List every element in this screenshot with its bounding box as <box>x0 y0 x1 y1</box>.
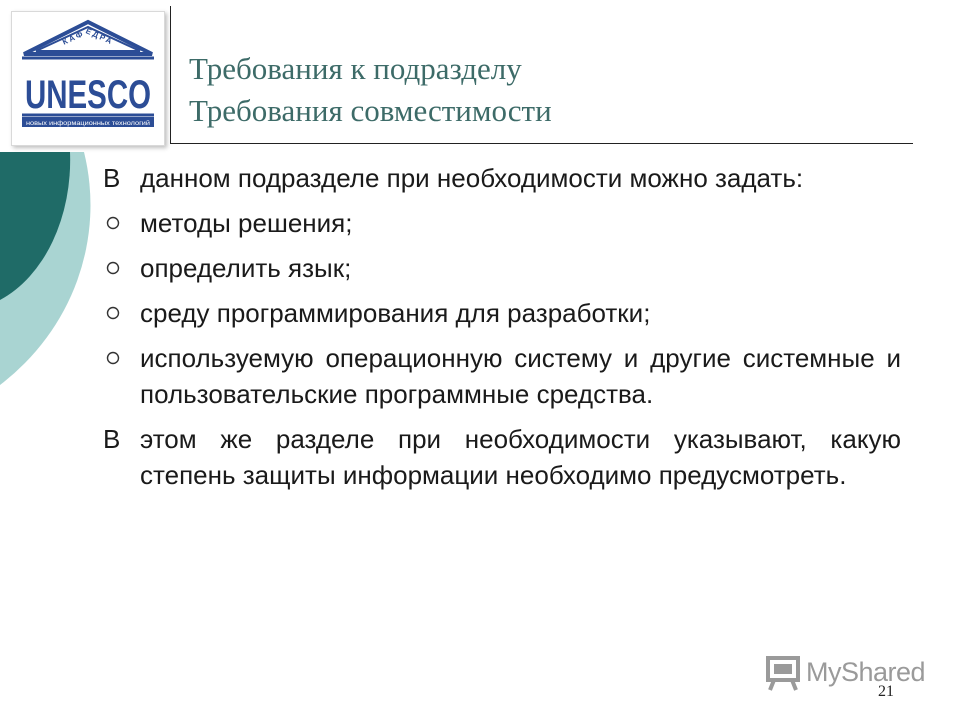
slide-body <box>103 160 901 502</box>
unesco-building-icon <box>12 12 164 145</box>
intro-lead: В <box>103 163 121 193</box>
hollow-circle-icon <box>106 216 120 230</box>
bullet-text: используемую операционную систему и другие системные и пользовательские программные средства. <box>140 343 901 409</box>
logo-arch-text: КАФЕДРА <box>61 26 115 47</box>
watermark-text: MyShared <box>806 657 926 687</box>
bullet-text: определить язык; <box>140 253 352 283</box>
unesco-logo <box>11 11 165 146</box>
bullet-item <box>103 340 901 412</box>
title-line-2: Требования совместимости <box>189 93 552 128</box>
bullet-text: среду программирования для разработки; <box>140 298 651 328</box>
intro-paragraph <box>103 160 901 196</box>
closing-paragraph <box>103 421 901 493</box>
closing-lead: В <box>103 424 121 454</box>
myshared-watermark <box>764 654 934 694</box>
hollow-circle-icon <box>106 306 120 320</box>
presentation-board-icon <box>764 654 804 692</box>
hollow-circle-icon <box>106 351 120 365</box>
bullet-item <box>103 205 901 241</box>
title-line-1: Требования к подразделу <box>189 51 522 86</box>
bullet-text: методы решения; <box>140 208 353 238</box>
slide-number: 21 <box>878 683 894 700</box>
header-divider-horizontal <box>170 143 913 144</box>
hollow-circle-icon <box>106 261 120 275</box>
bullet-item <box>103 250 901 286</box>
intro-text: данном подразделе при необходимости можно задать: <box>140 163 804 193</box>
slide-title <box>189 48 889 132</box>
bullet-item <box>103 295 901 331</box>
logo-subtitle: новых информационных технологий <box>26 121 128 127</box>
logo-main-text: UNESCO <box>25 73 151 117</box>
header-divider-vertical <box>170 6 171 144</box>
closing-text: этом же разделе при необходимости указывают, какую степень защиты информации необходимо предусмотреть. <box>140 424 901 490</box>
